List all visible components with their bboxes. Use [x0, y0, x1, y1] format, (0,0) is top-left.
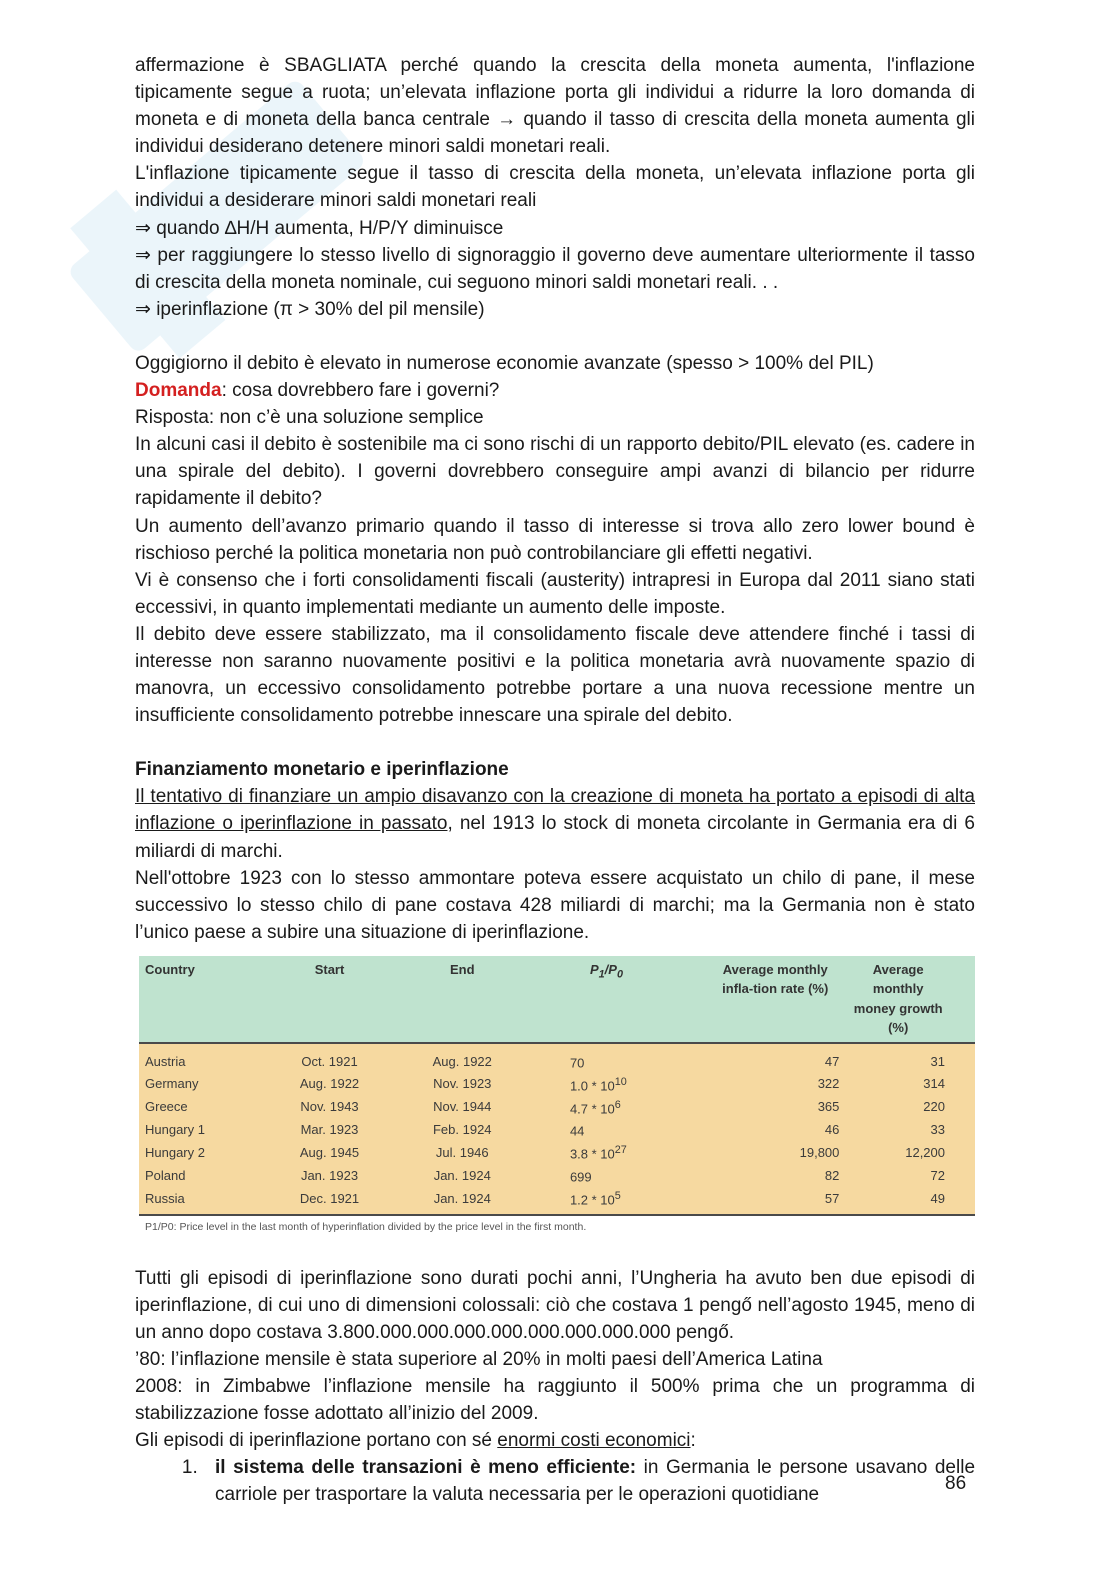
col-header-money: Average monthly money growth (%)	[845, 956, 975, 1043]
col-header-end: End	[405, 956, 520, 1043]
paragraph: Vi è consenso che i forti consolidamenti fiscali (austerity) intrapresi in Europa dal 2011 siano stati eccessivi, in quanto implementati mediante un aumento delle imposte.	[135, 569, 975, 618]
table-row: Greece Nov. 1943 Nov. 1944 $4.7 * 10^6$ 365 220	[145, 1098, 945, 1116]
paragraph	[135, 783, 975, 864]
implication-line: ⇒ per raggiungere lo stesso livello di signoraggio il governo deve aumentare ulteriormente il tasso di crescita della moneta nominale, cui seguono minori saldi monetari reali. . .	[135, 244, 975, 293]
paragraph: Tutti gli episodi di iperinflazione sono durati pochi anni, l’Ungheria ha avuto ben due episodi di iperinflazione, di cui uno di dimensioni colossali: ciò che costava 1 pengő nell’agosto 1945, meno di un anno dopo costava 3.800.000.000.000.000.000.000.000.000 pengő.	[135, 1267, 975, 1343]
table-header-row	[139, 956, 975, 1043]
paragraph: L'inflazione tipicamente segue il tasso di crescita della moneta, un’elevata inflazione porta gli individui a desiderare minori saldi monetari reali	[135, 163, 975, 212]
paragraph: affermazione è SBAGLIATA perché quando la crescita della moneta aumenta, l'inflazione tipicamente segue a ruota; un’elevata inflazione porta gli individui a ridurre la loro domanda di moneta e di moneta della banca centrale → quando il tasso di crescita della moneta aumenta gli individui desiderano detenere minori saldi monetari reali.	[135, 55, 975, 158]
paragraph: ’80: l’inflazione mensile è stata superiore al 20% in molti paesi dell’America Latina	[135, 1348, 823, 1370]
col-header-inflation: Average monthly infla-tion rate (%)	[705, 956, 845, 1043]
underlined-text: enormi costi economici	[497, 1430, 691, 1452]
page-content	[135, 52, 975, 1509]
col-header-ratio: $P_1/P_0$	[520, 956, 705, 1043]
paragraph: Un aumento dell’avanzo primario quando il tasso di interesse si trova allo zero lower bound è rischioso perché la politica monetaria non può controbilanciare gli effetti negativi.	[135, 515, 975, 564]
table-row: Poland Jan. 1923 Jan. 1924 699 82 72	[145, 1167, 945, 1185]
paragraph-text: , nel 1913 lo stock di moneta circolante in Germania era di 6 miliardi di marchi.	[135, 813, 975, 862]
paragraph: In alcuni casi il debito è sostenibile ma ci sono rischi di un rapporto debito/PIL elevato (es. cadere in una spirale del debito). I governi dovrebbero conseguire ampi avanzi di bilancio per ridurre rapidamente il debito?	[135, 434, 975, 510]
paragraph: Il debito deve essere stabilizzato, ma il consolidamento fiscale deve attendere finché i tassi di interesse non saranno nuovamente positivi e la politica monetaria avrà nuovamente spazio di manovra, un eccessivo consolidamento potrebbe portare a una nuova recessione mentre un insufficiente consolidamento potrebbe innescare una spirale del debito.	[135, 623, 975, 727]
table-row: Austria Oct. 1921 Aug. 1922 70 47 31	[145, 1053, 945, 1071]
col-header-country: Country	[139, 956, 254, 1043]
hyperinflation-table	[139, 956, 975, 1238]
table-footnote: P1/P0: Price level in the last month of hyperinflation divided by the price level in the first month.	[145, 1220, 587, 1233]
page-number: 86	[945, 1473, 967, 1494]
section-heading: Finanziamento monetario e iperinflazione	[135, 759, 509, 781]
question-text: : cosa dovrebbero fare i governi?	[221, 380, 500, 402]
col-header-start: Start	[254, 956, 404, 1043]
list-item: 1. il sistema delle transazioni è meno efficiente: in Germania le persone usavano delle carriole per trasportare la valuta necessaria per le operazioni quotidiane	[203, 1454, 975, 1508]
costs-list	[135, 1454, 975, 1508]
costs-intro: Gli episodi di iperinflazione portano con sé enormi costi economici:	[135, 1430, 696, 1452]
paragraph: 2008: in Zimbabwe l’inflazione mensile ha raggiunto il 500% prima che un programma di stabilizzazione fosse adottato all’inizio del 2009.	[135, 1376, 975, 1425]
debt-intro: Oggigiorno il debito è elevato in numerose economie avanzate (spesso > 100% del PIL)	[135, 352, 874, 374]
table-row: Hungary 1 Mar. 1923 Feb. 1924 44 46 33	[145, 1122, 945, 1139]
answer-line: Risposta: non c’è una soluzione semplice	[135, 407, 484, 429]
implication-line: ⇒ quando ∆H/H aumenta, H/P/Y diminuisce	[135, 217, 504, 239]
table-row: Hungary 2 Aug. 1945 Jul. 1946 $3.8 * 10^{27}$ 19,800 12,200	[145, 1144, 945, 1162]
question-line	[135, 377, 975, 404]
table-row: Russia Dec. 1921 Jan. 1924 $1.2 * 10^5$ 57 49	[139, 1187, 975, 1215]
paragraph: Nell'ottobre 1923 con lo stesso ammontare poteva essere acquistato un chilo di pane, il mese successivo lo stesso chilo di pane costava 428 miliardi di marchi; ma la Germania non è stato l’unico paese a subire una situazione di iperinflazione.	[135, 867, 975, 943]
implication-line: ⇒ iperinflazione (π > 30% del pil mensile)	[135, 298, 485, 320]
table-row: Germany Aug. 1922 Nov. 1923 $1.0 * 10^{10}$ 322 314	[145, 1075, 945, 1094]
question-label: Domanda	[135, 380, 222, 402]
underlined-text: Il tentativo di finanziare un ampio disavanzo con la creazione di moneta ha portato a episodi di alta inflazione o iperinflazione in passato	[135, 786, 975, 835]
